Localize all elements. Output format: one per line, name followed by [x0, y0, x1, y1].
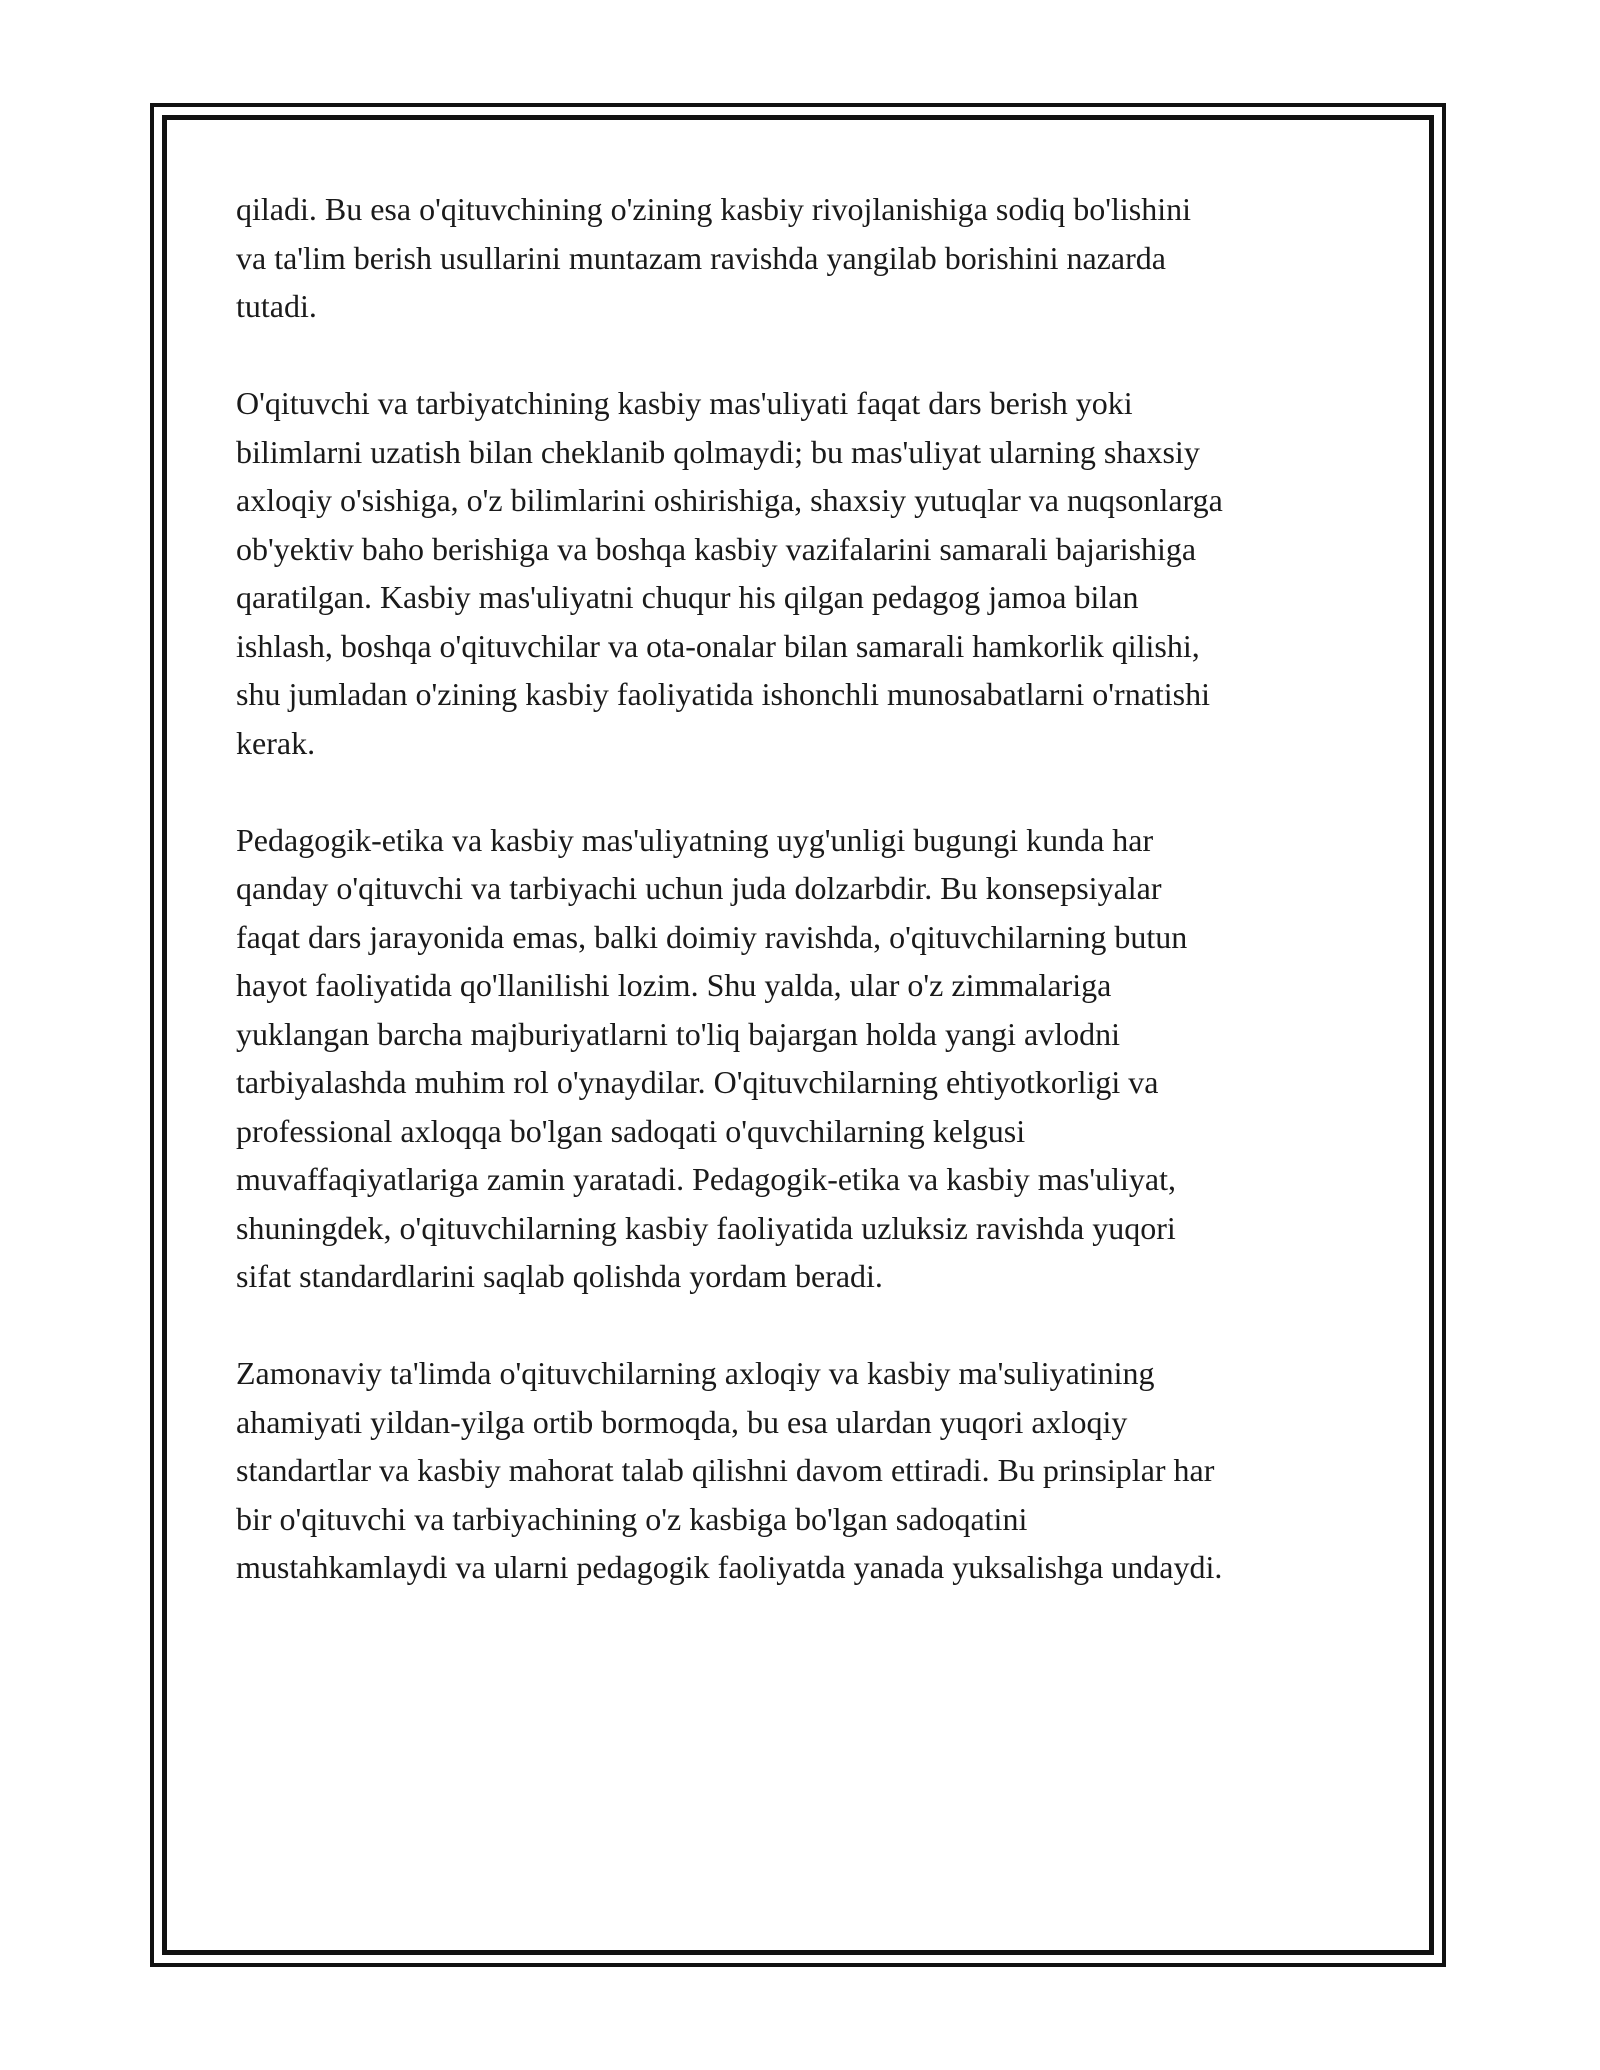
- text-line: va ta'lim berish usullarini muntazam ravishda yangilab borishini nazarda: [236, 239, 1166, 276]
- text-line: muvaffaqiyatlariga zamin yaratadi. Pedagogik-etika va kasbiy mas'uliyat,: [236, 1161, 1176, 1197]
- text-line: standartlar va kasbiy mahorat talab qilishni davom ettiradi. Bu prinsiplar har: [236, 1452, 1215, 1488]
- paragraph-4: [236, 1349, 1386, 1592]
- text-line: axloqiy o'sishiga, o'z bilimlarini oshirishiga, shaxsiy yutuqlar va nuqsonlarga: [236, 482, 1223, 518]
- page-body: [236, 185, 1386, 1640]
- text-line: bilimlarni uzatish bilan cheklanib qolmaydi; bu mas'uliyat ularning shaxsiy: [236, 433, 1200, 470]
- text-line: qiladi. Bu esa o'qituvchining o'zining kasbiy rivojlanishiga sodiq bo'lishini: [236, 191, 1191, 227]
- text-line: mustahkamlaydi va ularni pedagogik faoliyatda yanada yuksalishga undaydi.: [236, 1549, 1223, 1585]
- text-line: shuningdek, o'qituvchilarning kasbiy faoliyatida uzluksiz ravishda yuqori: [236, 1209, 1176, 1246]
- text-line: hayot faoliyatida qo'llanilishi lozim. Shu yalda, ular o'z zimmalariga: [236, 967, 1112, 1003]
- text-line: tarbiyalashda muhim rol o'ynaydilar. O'qituvchilarning ehtiyotkorligi va: [236, 1064, 1159, 1100]
- text-line: yuklangan barcha majburiyatlarni to'liq bajargan holda yangi avlodni: [236, 1015, 1121, 1052]
- text-line: ob'yektiv baho berishiga va boshqa kasbiy vazifalarini samarali bajarishiga: [236, 530, 1197, 567]
- text-line: professional axloqqa bo'lgan sadoqati o'quvchilarning kelgusi: [236, 1112, 1026, 1149]
- text-line: faqat dars jarayonida emas, balki doimiy ravishda, o'qituvchilarning butun: [236, 918, 1188, 955]
- text-line: ahamiyati yildan-yilga ortib bormoqda, bu esa ulardan yuqori axloqiy: [236, 1403, 1128, 1440]
- text-line: Zamonaviy ta'limda o'qituvchilarning axloqiy va kasbiy ma'suliyatining: [236, 1355, 1155, 1391]
- paragraph-1: [236, 185, 1386, 331]
- text-line: sifat standardlarini saqlab qolishda yordam beradi.: [236, 1258, 883, 1294]
- text-line: shu jumladan o'zining kasbiy faoliyatida ishonchli munosabatlarni o'rnatishi: [236, 676, 1211, 712]
- text-line: qaratilgan. Kasbiy mas'uliyatni chuqur his qilgan pedagog jamoa bilan: [236, 579, 1139, 615]
- text-line: Pedagogik-etika va kasbiy mas'uliyatning uyg'unligi bugungi kunda har: [236, 821, 1154, 858]
- text-line: tutadi.: [236, 288, 317, 324]
- text-line: bir o'qituvchi va tarbiyachining o'z kasbiga bo'lgan sadoqatini: [236, 1500, 1028, 1537]
- text-line: ishlash, boshqa o'qituvchilar va ota-onalar bilan samarali hamkorlik qilishi,: [236, 627, 1200, 664]
- text-line: kerak.: [236, 724, 316, 761]
- paragraph-3: [236, 816, 1386, 1301]
- text-line: O'qituvchi va tarbiyatchining kasbiy mas'uliyati faqat dars berish yoki: [236, 385, 1133, 421]
- paragraph-2: [236, 379, 1386, 767]
- text-line: qanday o'qituvchi va tarbiyachi uchun juda dolzarbdir. Bu konsepsiyalar: [236, 870, 1162, 906]
